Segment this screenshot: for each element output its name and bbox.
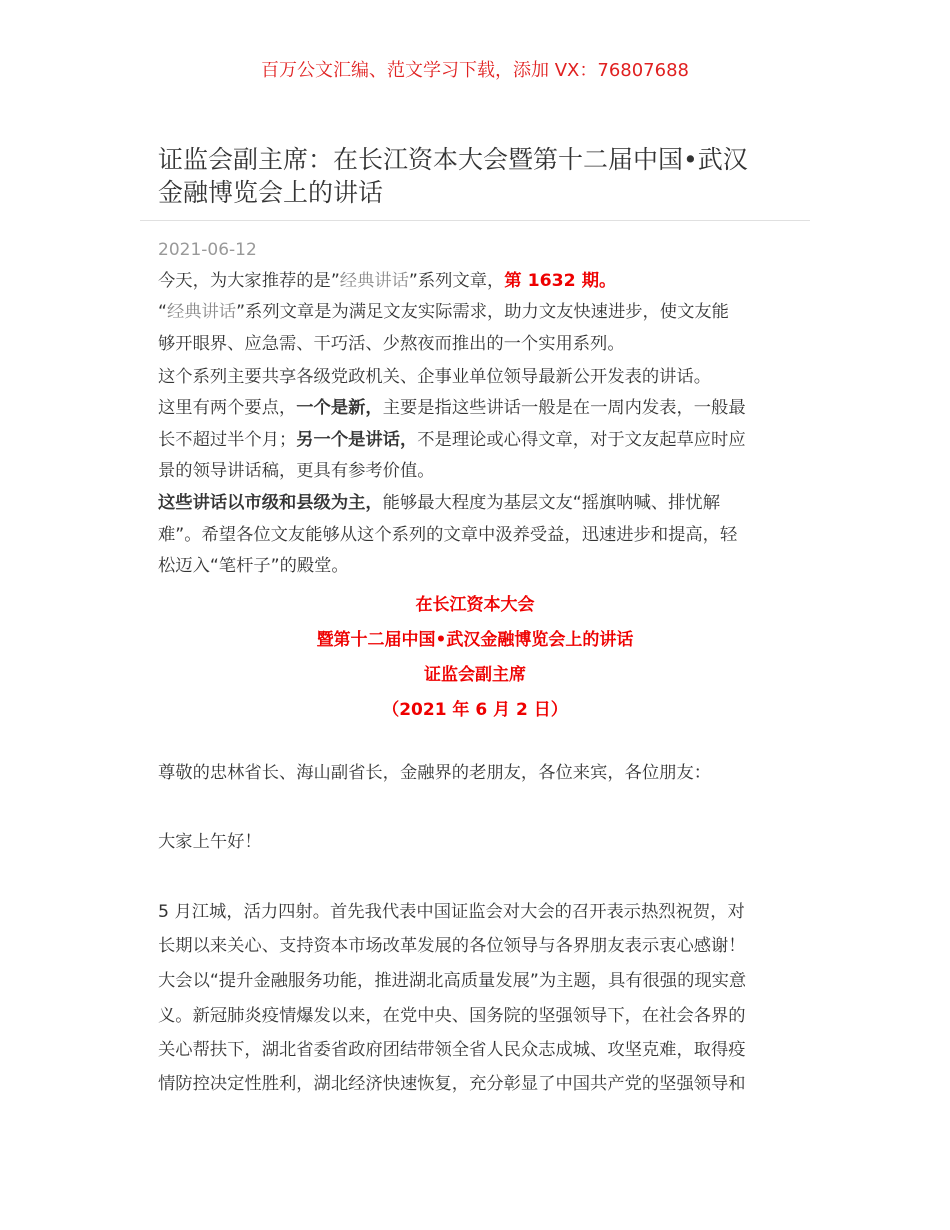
speech-heading: 暨第十二届中国•武汉金融博览会上的讲话 (316, 630, 634, 650)
intro-line: 松迈入“笔杆子”的殿堂。 (158, 556, 349, 576)
body-line: 大会以“提升金融服务功能，推进湖北高质量发展”为主题，具有很强的现实意 (158, 971, 747, 991)
text: 今天，为大家推荐的是” (158, 271, 340, 291)
issue-number: 第 1632 期。 (504, 271, 617, 291)
article-title-line-2: 金融博览会上的讲话 (158, 178, 384, 207)
text: 这里有两个要点， (158, 398, 297, 418)
text: 不是理论或心得文章，对于文友起草应时应 (417, 430, 746, 450)
body-line: 关心帮扶下，湖北省委省政府团结带领全省人民众志成城、攻坚克难，取得疫 (158, 1040, 746, 1060)
bold-text: 这些讲话以市级和县级为主， (158, 493, 383, 513)
publish-date: 2021-06-12 (158, 240, 257, 260)
bold-text: 另一个是讲话， (296, 430, 418, 450)
text: 长不超过半个月； (158, 430, 297, 450)
text: ”系列文章是为满足文友实际需求，助力文友快速进步，使文友能 (236, 302, 729, 322)
salutation: 尊敬的忠林省长、海山副省长，金融界的老朋友，各位来宾，各位朋友： (158, 763, 712, 783)
promo-banner: 百万公文汇编、范文学习下载，添加 VX：76807688 (261, 60, 689, 81)
intro-line: 够开眼界、应急需、干巧活、少熬夜而推出的一个实用系列。 (158, 334, 625, 354)
series-name: 经典讲话 (339, 271, 409, 291)
intro-line (158, 492, 720, 514)
intro-line: 景的领导讲话稿，更具有参考价值。 (158, 461, 435, 481)
divider (140, 220, 810, 221)
intro-line: 这个系列主要共享各级党政机关、企事业单位领导最新公开发表的讲话。 (158, 367, 712, 387)
text: 能够最大程度为基层文友“摇旗呐喊、排忧解 (382, 493, 720, 513)
body-line: 情防控决定性胜利，湖北经济快速恢复，充分彰显了中国共产党的坚强领导和 (158, 1074, 746, 1094)
text: “ (158, 302, 167, 322)
article-title-line-1: 证监会副主席：在长江资本大会暨第十二届中国•武汉 (158, 145, 748, 174)
speech-date: （2021 年 6 月 2 日） (382, 700, 568, 720)
intro-line (158, 397, 746, 419)
intro-line (158, 270, 616, 292)
speaker-title: 证监会副主席 (424, 665, 526, 685)
intro-line (158, 301, 729, 323)
text: 主要是指这些讲话一般是在一周内发表，一般最 (382, 398, 746, 418)
bold-text: 一个是新， (296, 398, 383, 418)
series-name: 经典讲话 (166, 302, 237, 322)
text: ”系列文章， (408, 271, 505, 291)
speech-heading: 在长江资本大会 (415, 595, 535, 615)
greeting: 大家上午好！ (158, 832, 262, 852)
intro-line: 难”。希望各位文友能够从这个系列的文章中汲养受益，迅速进步和提高，轻 (158, 525, 738, 545)
body-line: 5 月江城，活力四射。首先我代表中国证监会对大会的召开表示热烈祝贺，对 (158, 902, 745, 922)
intro-line (158, 429, 746, 451)
body-line: 义。新冠肺炎疫情爆发以来，在党中央、国务院的坚强领导下，在社会各界的 (158, 1006, 746, 1026)
body-line: 长期以来关心、支持资本市场改革发展的各位领导与各界朋友表示衷心感谢！ (158, 936, 746, 956)
